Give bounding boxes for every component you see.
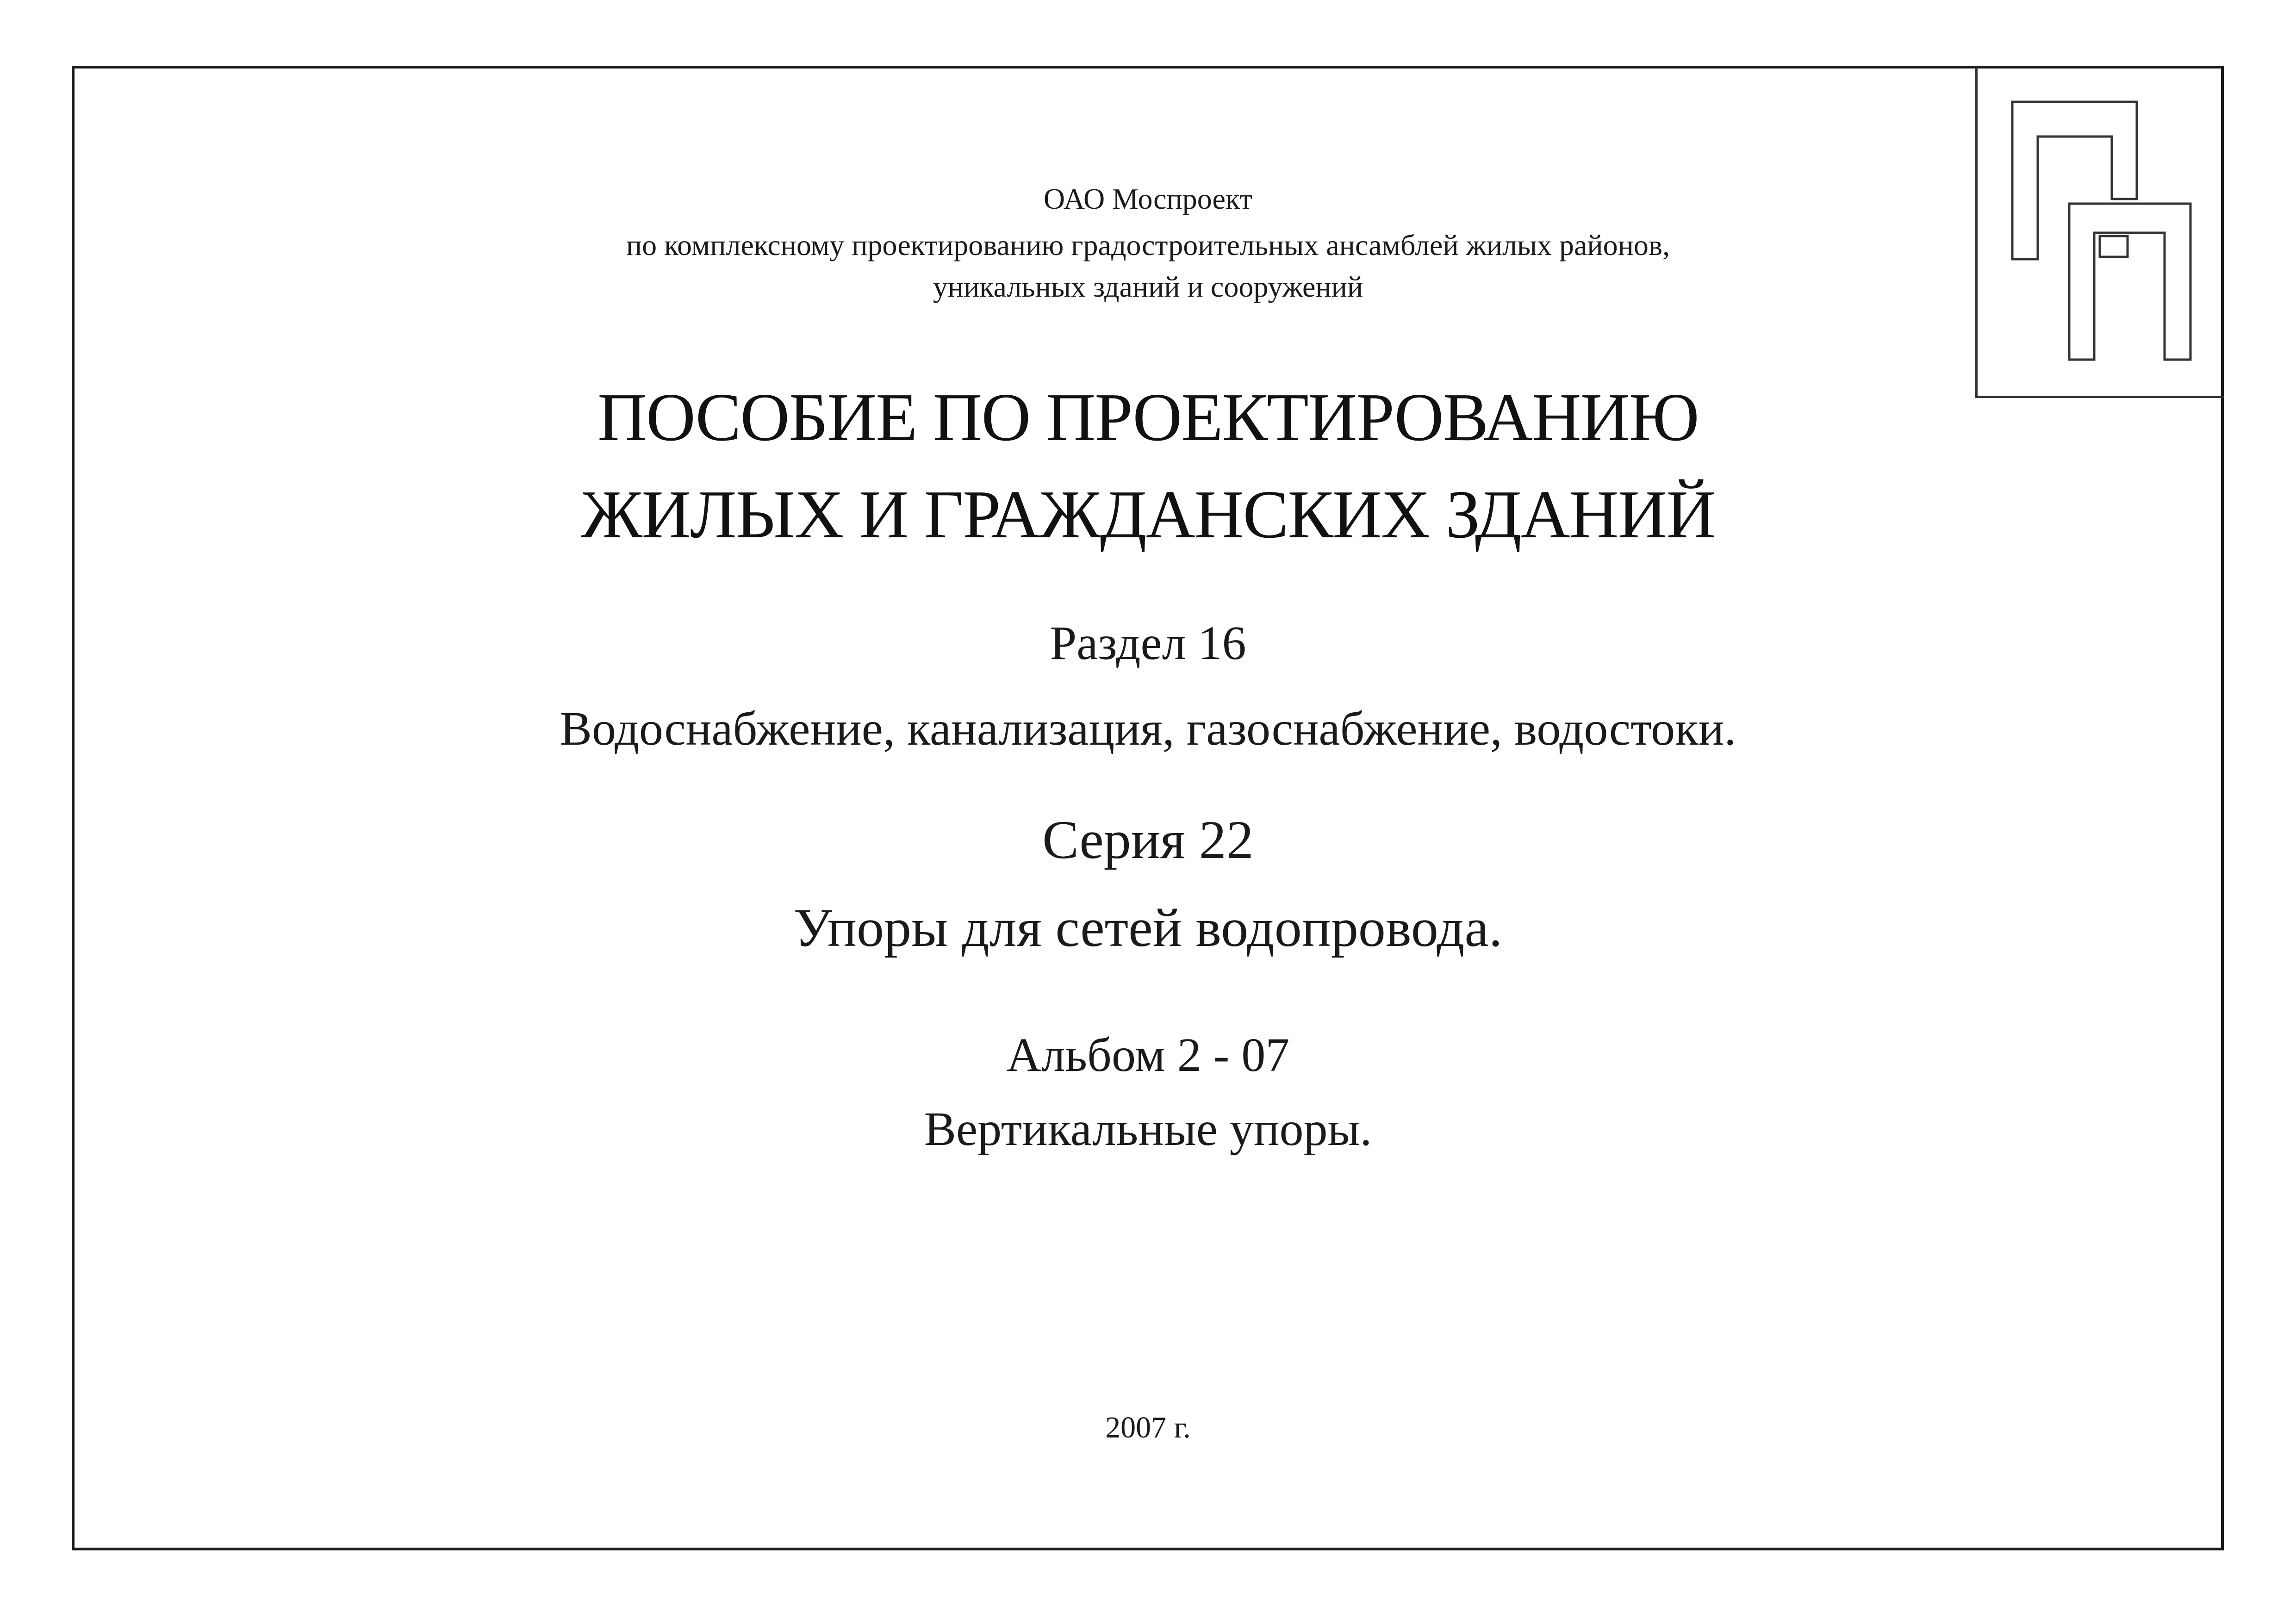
- publication-year: 2007 г.: [1105, 1411, 1191, 1444]
- main-title-line-1: ПОСОБИЕ ПО ПРОЕКТИРОВАНИЮ: [597, 380, 1699, 455]
- section-label: Раздел 16: [1050, 616, 1246, 670]
- organization-name: ОАО Моспроект: [1043, 182, 1253, 215]
- series-title: Упоры для сетей водопровода.: [793, 897, 1503, 958]
- album-label: Альбом 2 - 07: [1006, 1028, 1290, 1082]
- main-title-line-2: ЖИЛЫХ И ГРАЖДАНСКИХ ЗДАНИЙ: [581, 477, 1715, 553]
- series-label: Серия 22: [1042, 809, 1254, 870]
- organization-line-3: уникальных зданий и сооружений: [933, 270, 1363, 303]
- organization-line-2: по комплексному проектированию градостроительных ансамблей жилых районов,: [626, 229, 1670, 261]
- section-title: Водоснабжение, канализация, газоснабжение, водостоки.: [560, 702, 1736, 755]
- album-title: Вертикальные упоры.: [924, 1102, 1372, 1156]
